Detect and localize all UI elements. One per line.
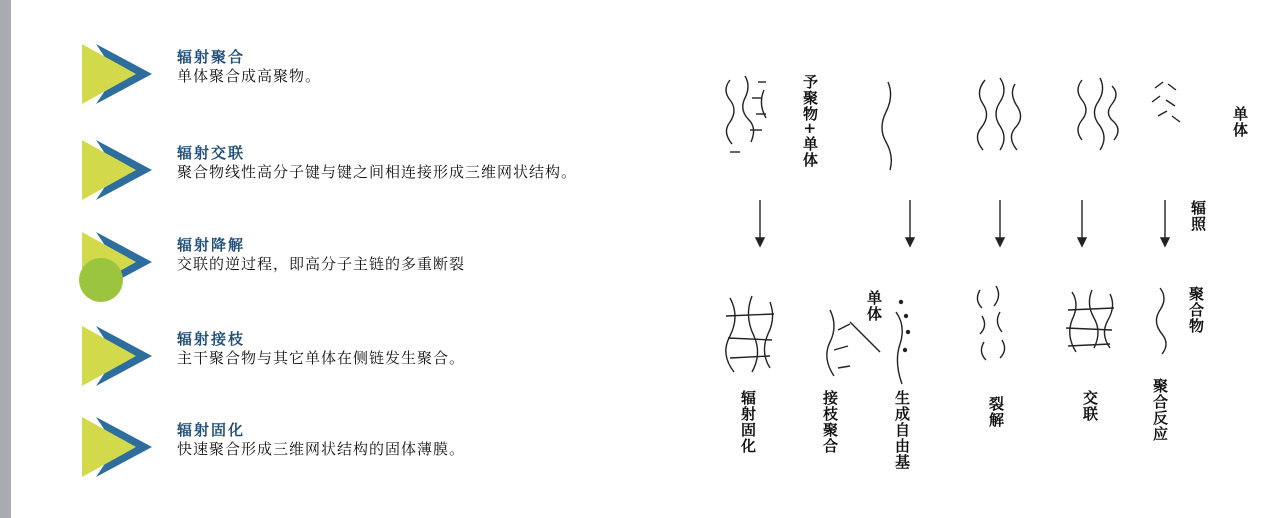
process-sketch (700, 40, 1260, 490)
list-item-radiation-degradation (82, 232, 702, 292)
item-description: 主干聚合物与其它单体在侧链发生聚合。 (177, 349, 466, 367)
prepolymer-chains (726, 76, 766, 152)
label-prepolymer-monomer: 予聚物+单体 (801, 74, 819, 168)
monomer-dashes (1152, 82, 1180, 122)
item-description: 交联的逆过程，即高分子主链的多重断裂 (177, 255, 466, 273)
label-crosslinking: 交联 (1081, 390, 1099, 422)
downward-arrows (756, 200, 1169, 246)
list-item-radiation-curing (82, 417, 702, 477)
chevron-arrow-icon (82, 326, 152, 386)
label-degradation: 裂解 (987, 396, 1005, 428)
label-radiation-curing: 辐射固化 (739, 390, 757, 454)
cured-network (726, 296, 774, 372)
item-title: 辐射聚合 (177, 48, 246, 66)
item-title: 辐射接枝 (177, 330, 246, 348)
polymer-chain (882, 82, 891, 170)
item-description: 快速聚合形成三维网状结构的固体薄膜。 (177, 440, 466, 458)
list-item-radiation-polymerization (82, 44, 702, 104)
list-item-radiation-crosslinking (82, 140, 702, 200)
grafted-chain (827, 310, 850, 376)
label-polymerization: 聚合反应 (1151, 378, 1169, 442)
label-irradiation: 辐照 (1189, 200, 1207, 232)
polymer-chains (1078, 78, 1118, 150)
polymer-result-chain (1156, 288, 1166, 354)
item-description: 单体聚合成高聚物。 (177, 67, 322, 85)
item-title: 辐射降解 (177, 236, 246, 254)
crosslinked-network (1066, 290, 1114, 352)
label-monomer: 单体 (1231, 106, 1249, 138)
green-dot-decoration (79, 258, 123, 302)
item-title: 辐射交联 (177, 144, 246, 162)
radiation-process-diagram (700, 40, 1260, 490)
label-monomer-small: 单体 (865, 290, 883, 322)
chevron-arrow-icon (82, 417, 152, 477)
left-accent-bar (0, 0, 11, 518)
label-free-radical: 生成自由基 (893, 390, 911, 470)
chevron-arrow-icon (82, 44, 152, 104)
item-description: 聚合物线性高分子键与键之间相连接形成三维网状结构。 (177, 163, 578, 181)
separator-slash (850, 322, 880, 352)
polymer-chains (977, 78, 1020, 150)
list-item-radiation-grafting (82, 326, 702, 386)
label-polymer: 聚合物 (1187, 286, 1205, 334)
degraded-fragments (977, 286, 1004, 360)
item-title: 辐射固化 (177, 421, 246, 439)
chevron-arrow-icon (82, 140, 152, 200)
free-radical-chain (896, 301, 910, 385)
label-graft-polymerization: 接枝聚合 (821, 390, 839, 454)
